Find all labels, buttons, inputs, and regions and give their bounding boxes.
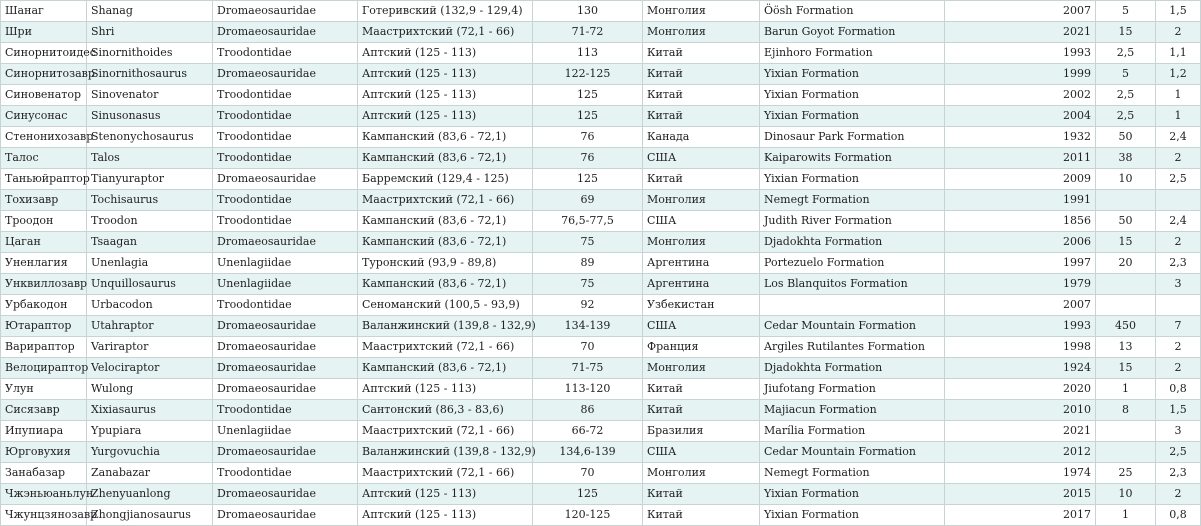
cell-country: США — [643, 316, 760, 337]
cell-value-1 — [1096, 274, 1156, 295]
cell-geologic-age: Барремский (129,4 - 125) — [358, 169, 533, 190]
cell-formation: Yixian Formation — [760, 505, 945, 526]
table-row — [1, 421, 1201, 442]
cell-year: 1924 — [945, 358, 1096, 379]
table-row — [1, 232, 1201, 253]
cell-formation: Cedar Mountain Formation — [760, 442, 945, 463]
cell-value-2 — [1156, 295, 1201, 316]
cell-geologic-age: Кампанский (83,6 - 72,1) — [358, 274, 533, 295]
cell-value-2: 1,2 — [1156, 64, 1201, 85]
cell-formation: Majiacun Formation — [760, 400, 945, 421]
cell-family: Troodontidae — [213, 400, 358, 421]
cell-geologic-age: Валанжинский (139,8 - 132,9) — [358, 316, 533, 337]
table-row — [1, 400, 1201, 421]
table-row — [1, 484, 1201, 505]
cell-value-2: 1 — [1156, 106, 1201, 127]
cell-value-1: 38 — [1096, 148, 1156, 169]
cell-value-1: 25 — [1096, 463, 1156, 484]
cell-value-1: 15 — [1096, 358, 1156, 379]
cell-age-ma: 125 — [533, 85, 643, 106]
cell-value-2: 1,1 — [1156, 43, 1201, 64]
cell-formation: Cedar Mountain Formation — [760, 316, 945, 337]
cell-latin-name: Sinornithoides — [87, 43, 213, 64]
cell-age-ma: 76 — [533, 148, 643, 169]
cell-russian-name: Ютараптор — [1, 316, 87, 337]
cell-russian-name: Тохизавр — [1, 190, 87, 211]
cell-value-2: 2 — [1156, 22, 1201, 43]
table-row — [1, 127, 1201, 148]
cell-russian-name: Синусонас — [1, 106, 87, 127]
cell-year: 1991 — [945, 190, 1096, 211]
cell-age-ma: 66-72 — [533, 421, 643, 442]
cell-geologic-age: Сантонский (86,3 - 83,6) — [358, 400, 533, 421]
cell-family: Dromaeosauridae — [213, 1, 358, 22]
cell-age-ma: 113-120 — [533, 379, 643, 400]
cell-age-ma: 89 — [533, 253, 643, 274]
cell-russian-name: Синовенатор — [1, 85, 87, 106]
cell-latin-name: Unquillosaurus — [87, 274, 213, 295]
cell-geologic-age: Сеноманский (100,5 - 93,9) — [358, 295, 533, 316]
cell-russian-name: Троодон — [1, 211, 87, 232]
cell-value-1: 10 — [1096, 484, 1156, 505]
cell-age-ma: 120-125 — [533, 505, 643, 526]
cell-latin-name: Talos — [87, 148, 213, 169]
cell-geologic-age: Кампанский (83,6 - 72,1) — [358, 211, 533, 232]
cell-latin-name: Stenonychosaurus — [87, 127, 213, 148]
cell-formation: Judith River Formation — [760, 211, 945, 232]
cell-formation: Portezuelo Formation — [760, 253, 945, 274]
cell-geologic-age: Маастрихтский (72,1 - 66) — [358, 421, 533, 442]
cell-country: Канада — [643, 127, 760, 148]
cell-year: 1979 — [945, 274, 1096, 295]
cell-value-1: 20 — [1096, 253, 1156, 274]
cell-russian-name: Синорнитозавр — [1, 64, 87, 85]
cell-russian-name: Ипупиара — [1, 421, 87, 442]
cell-latin-name: Sinovenator — [87, 85, 213, 106]
cell-latin-name: Zhenyuanlong — [87, 484, 213, 505]
cell-country: Китай — [643, 484, 760, 505]
cell-age-ma: 92 — [533, 295, 643, 316]
cell-formation: Nemegt Formation — [760, 463, 945, 484]
table-row — [1, 358, 1201, 379]
cell-geologic-age: Аптский (125 - 113) — [358, 379, 533, 400]
cell-russian-name: Шри — [1, 22, 87, 43]
cell-latin-name: Yurgovuchia — [87, 442, 213, 463]
cell-age-ma: 125 — [533, 106, 643, 127]
cell-year: 2007 — [945, 295, 1096, 316]
cell-formation — [760, 295, 945, 316]
cell-geologic-age: Кампанский (83,6 - 72,1) — [358, 358, 533, 379]
cell-country: Монголия — [643, 22, 760, 43]
cell-value-1: 5 — [1096, 64, 1156, 85]
table-row — [1, 1, 1201, 22]
cell-latin-name: Zhongjianosaurus — [87, 505, 213, 526]
cell-country: Китай — [643, 169, 760, 190]
cell-latin-name: Shanag — [87, 1, 213, 22]
cell-russian-name: Цаган — [1, 232, 87, 253]
cell-geologic-age: Кампанский (83,6 - 72,1) — [358, 148, 533, 169]
cell-value-2: 1,5 — [1156, 400, 1201, 421]
cell-year: 1999 — [945, 64, 1096, 85]
cell-year: 2002 — [945, 85, 1096, 106]
cell-geologic-age: Аптский (125 - 113) — [358, 64, 533, 85]
cell-value-1: 13 — [1096, 337, 1156, 358]
cell-value-2: 1,5 — [1156, 1, 1201, 22]
cell-age-ma: 122-125 — [533, 64, 643, 85]
cell-age-ma: 69 — [533, 190, 643, 211]
cell-russian-name: Сисязавр — [1, 400, 87, 421]
cell-value-1: 2,5 — [1096, 85, 1156, 106]
table-row — [1, 379, 1201, 400]
table-row — [1, 85, 1201, 106]
cell-formation: Ejinhoro Formation — [760, 43, 945, 64]
cell-country: Монголия — [643, 1, 760, 22]
cell-geologic-age: Аптский (125 - 113) — [358, 484, 533, 505]
cell-formation: Yixian Formation — [760, 64, 945, 85]
cell-geologic-age: Валанжинский (139,8 - 132,9) — [358, 442, 533, 463]
cell-country: США — [643, 148, 760, 169]
cell-geologic-age: Маастрихтский (72,1 - 66) — [358, 22, 533, 43]
table-row — [1, 337, 1201, 358]
cell-age-ma: 71-75 — [533, 358, 643, 379]
cell-value-1 — [1096, 421, 1156, 442]
cell-formation: Yixian Formation — [760, 106, 945, 127]
cell-value-1 — [1096, 295, 1156, 316]
cell-geologic-age: Маастрихтский (72,1 - 66) — [358, 463, 533, 484]
cell-country: Китай — [643, 64, 760, 85]
table-row — [1, 463, 1201, 484]
cell-latin-name: Tianyuraptor — [87, 169, 213, 190]
cell-year: 2010 — [945, 400, 1096, 421]
cell-russian-name: Синорнитоидес — [1, 43, 87, 64]
cell-country: США — [643, 211, 760, 232]
cell-family: Dromaeosauridae — [213, 484, 358, 505]
cell-country: Монголия — [643, 232, 760, 253]
cell-family: Dromaeosauridae — [213, 358, 358, 379]
cell-family: Troodontidae — [213, 43, 358, 64]
cell-russian-name: Улун — [1, 379, 87, 400]
cell-value-1: 8 — [1096, 400, 1156, 421]
cell-latin-name: Shri — [87, 22, 213, 43]
table-row — [1, 442, 1201, 463]
cell-age-ma: 86 — [533, 400, 643, 421]
cell-year: 2021 — [945, 22, 1096, 43]
table-row — [1, 190, 1201, 211]
cell-latin-name: Tsaagan — [87, 232, 213, 253]
cell-age-ma: 130 — [533, 1, 643, 22]
cell-family: Dromaeosauridae — [213, 316, 358, 337]
cell-country: США — [643, 442, 760, 463]
cell-formation: Djadokhta Formation — [760, 358, 945, 379]
cell-formation: Dinosaur Park Formation — [760, 127, 945, 148]
cell-value-1: 1 — [1096, 505, 1156, 526]
cell-age-ma: 71-72 — [533, 22, 643, 43]
cell-year: 1997 — [945, 253, 1096, 274]
cell-value-1: 5 — [1096, 1, 1156, 22]
cell-year: 2004 — [945, 106, 1096, 127]
cell-geologic-age: Готеривский (132,9 - 129,4) — [358, 1, 533, 22]
cell-value-2: 2 — [1156, 337, 1201, 358]
cell-russian-name: Таньюйраптор — [1, 169, 87, 190]
cell-value-1: 2,5 — [1096, 43, 1156, 64]
table-row — [1, 295, 1201, 316]
cell-russian-name: Занабазар — [1, 463, 87, 484]
cell-russian-name: Урбакодон — [1, 295, 87, 316]
cell-latin-name: Sinusonasus — [87, 106, 213, 127]
cell-year: 1993 — [945, 43, 1096, 64]
cell-year: 2012 — [945, 442, 1096, 463]
cell-family: Troodontidae — [213, 85, 358, 106]
cell-country: Аргентина — [643, 253, 760, 274]
table-row — [1, 316, 1201, 337]
cell-family: Dromaeosauridae — [213, 442, 358, 463]
cell-russian-name: Велоцираптор — [1, 358, 87, 379]
cell-family: Unenlagiidae — [213, 421, 358, 442]
cell-country: Бразилия — [643, 421, 760, 442]
cell-country: Китай — [643, 400, 760, 421]
cell-country: Китай — [643, 379, 760, 400]
table-body — [1, 1, 1201, 526]
cell-geologic-age: Аптский (125 - 113) — [358, 505, 533, 526]
cell-latin-name: Variraptor — [87, 337, 213, 358]
cell-value-2: 0,8 — [1156, 379, 1201, 400]
cell-age-ma: 76 — [533, 127, 643, 148]
table-row — [1, 211, 1201, 232]
cell-family: Unenlagiidae — [213, 253, 358, 274]
cell-country: Китай — [643, 106, 760, 127]
cell-country: Монголия — [643, 463, 760, 484]
cell-latin-name: Xixiasaurus — [87, 400, 213, 421]
cell-family: Unenlagiidae — [213, 274, 358, 295]
cell-value-1 — [1096, 442, 1156, 463]
cell-age-ma: 134,6-139 — [533, 442, 643, 463]
cell-age-ma: 70 — [533, 463, 643, 484]
cell-age-ma: 75 — [533, 274, 643, 295]
cell-value-2: 2 — [1156, 232, 1201, 253]
cell-value-1: 50 — [1096, 211, 1156, 232]
cell-formation: Yixian Formation — [760, 169, 945, 190]
cell-russian-name: Чжунцзянозавр — [1, 505, 87, 526]
cell-age-ma: 113 — [533, 43, 643, 64]
cell-year: 1932 — [945, 127, 1096, 148]
cell-russian-name: Чжэньюаньлун — [1, 484, 87, 505]
cell-country: Китай — [643, 85, 760, 106]
cell-country: Аргентина — [643, 274, 760, 295]
cell-value-2: 1 — [1156, 85, 1201, 106]
cell-family: Troodontidae — [213, 463, 358, 484]
cell-age-ma: 134-139 — [533, 316, 643, 337]
cell-russian-name: Талос — [1, 148, 87, 169]
table-row — [1, 169, 1201, 190]
table-row — [1, 43, 1201, 64]
cell-family: Troodontidae — [213, 148, 358, 169]
cell-year: 2021 — [945, 421, 1096, 442]
cell-value-1: 450 — [1096, 316, 1156, 337]
cell-value-2: 2 — [1156, 484, 1201, 505]
cell-family: Dromaeosauridae — [213, 169, 358, 190]
table-row — [1, 22, 1201, 43]
cell-family: Troodontidae — [213, 211, 358, 232]
cell-value-2: 2 — [1156, 148, 1201, 169]
cell-year: 1998 — [945, 337, 1096, 358]
cell-year: 2011 — [945, 148, 1096, 169]
cell-year: 2006 — [945, 232, 1096, 253]
cell-latin-name: Sinornithosaurus — [87, 64, 213, 85]
cell-value-2: 2,5 — [1156, 169, 1201, 190]
cell-russian-name: Стенонихозавр — [1, 127, 87, 148]
table-row — [1, 253, 1201, 274]
cell-family: Troodontidae — [213, 295, 358, 316]
cell-value-2: 3 — [1156, 421, 1201, 442]
cell-formation: Nemegt Formation — [760, 190, 945, 211]
cell-russian-name: Юрговухия — [1, 442, 87, 463]
cell-family: Troodontidae — [213, 127, 358, 148]
cell-geologic-age: Туронский (93,9 - 89,8) — [358, 253, 533, 274]
cell-country: Китай — [643, 505, 760, 526]
cell-family: Dromaeosauridae — [213, 505, 358, 526]
cell-family: Dromaeosauridae — [213, 22, 358, 43]
cell-value-1 — [1096, 190, 1156, 211]
cell-latin-name: Ypupiara — [87, 421, 213, 442]
cell-value-2: 2 — [1156, 358, 1201, 379]
cell-country: Китай — [643, 43, 760, 64]
cell-russian-name: Шанаг — [1, 1, 87, 22]
cell-formation: Marília Formation — [760, 421, 945, 442]
cell-year: 1974 — [945, 463, 1096, 484]
cell-value-1: 1 — [1096, 379, 1156, 400]
cell-year: 2009 — [945, 169, 1096, 190]
cell-family: Troodontidae — [213, 106, 358, 127]
cell-country: Франция — [643, 337, 760, 358]
cell-value-1: 50 — [1096, 127, 1156, 148]
cell-value-1: 10 — [1096, 169, 1156, 190]
cell-latin-name: Unenlagia — [87, 253, 213, 274]
cell-formation: Yixian Formation — [760, 484, 945, 505]
cell-geologic-age: Маастрихтский (72,1 - 66) — [358, 190, 533, 211]
cell-age-ma: 125 — [533, 169, 643, 190]
cell-year: 2015 — [945, 484, 1096, 505]
cell-family: Troodontidae — [213, 190, 358, 211]
cell-formation: Djadokhta Formation — [760, 232, 945, 253]
cell-country: Узбекистан — [643, 295, 760, 316]
cell-country: Монголия — [643, 358, 760, 379]
cell-year: 2017 — [945, 505, 1096, 526]
table-row — [1, 106, 1201, 127]
table-row — [1, 148, 1201, 169]
cell-formation: Yixian Formation — [760, 85, 945, 106]
table-row — [1, 505, 1201, 526]
cell-family: Dromaeosauridae — [213, 379, 358, 400]
cell-geologic-age: Аптский (125 - 113) — [358, 106, 533, 127]
cell-age-ma: 76,5-77,5 — [533, 211, 643, 232]
cell-age-ma: 70 — [533, 337, 643, 358]
cell-country: Монголия — [643, 190, 760, 211]
cell-value-1: 15 — [1096, 232, 1156, 253]
cell-value-2: 2,5 — [1156, 442, 1201, 463]
cell-latin-name: Troodon — [87, 211, 213, 232]
cell-geologic-age: Маастрихтский (72,1 - 66) — [358, 337, 533, 358]
cell-value-2: 2,4 — [1156, 211, 1201, 232]
cell-latin-name: Velociraptor — [87, 358, 213, 379]
cell-family: Dromaeosauridae — [213, 232, 358, 253]
cell-geologic-age: Кампанский (83,6 - 72,1) — [358, 127, 533, 148]
cell-value-2: 2,3 — [1156, 463, 1201, 484]
cell-age-ma: 125 — [533, 484, 643, 505]
cell-geologic-age: Аптский (125 - 113) — [358, 43, 533, 64]
cell-value-2: 3 — [1156, 274, 1201, 295]
table-row — [1, 64, 1201, 85]
cell-year: 1856 — [945, 211, 1096, 232]
cell-value-2: 2,4 — [1156, 127, 1201, 148]
cell-family: Dromaeosauridae — [213, 337, 358, 358]
cell-formation: Argiles Rutilantes Formation — [760, 337, 945, 358]
cell-value-2: 2,3 — [1156, 253, 1201, 274]
cell-latin-name: Urbacodon — [87, 295, 213, 316]
cell-geologic-age: Кампанский (83,6 - 72,1) — [358, 232, 533, 253]
cell-value-1: 2,5 — [1096, 106, 1156, 127]
cell-latin-name: Wulong — [87, 379, 213, 400]
cell-year: 1993 — [945, 316, 1096, 337]
cell-russian-name: Унквиллозавр — [1, 274, 87, 295]
cell-year: 2020 — [945, 379, 1096, 400]
cell-formation: Jiufotang Formation — [760, 379, 945, 400]
cell-russian-name: Уненлагия — [1, 253, 87, 274]
cell-latin-name: Tochisaurus — [87, 190, 213, 211]
cell-value-2 — [1156, 190, 1201, 211]
cell-year: 2007 — [945, 1, 1096, 22]
cell-formation: Los Blanquitos Formation — [760, 274, 945, 295]
cell-formation: Kaiparowits Formation — [760, 148, 945, 169]
cell-family: Dromaeosauridae — [213, 64, 358, 85]
cell-value-1: 15 — [1096, 22, 1156, 43]
cell-formation: Öösh Formation — [760, 1, 945, 22]
cell-formation: Barun Goyot Formation — [760, 22, 945, 43]
cell-russian-name: Варираптор — [1, 337, 87, 358]
cell-geologic-age: Аптский (125 - 113) — [358, 85, 533, 106]
table-row — [1, 274, 1201, 295]
cell-value-2: 0,8 — [1156, 505, 1201, 526]
cell-value-2: 7 — [1156, 316, 1201, 337]
cell-latin-name: Utahraptor — [87, 316, 213, 337]
cell-latin-name: Zanabazar — [87, 463, 213, 484]
cell-age-ma: 75 — [533, 232, 643, 253]
